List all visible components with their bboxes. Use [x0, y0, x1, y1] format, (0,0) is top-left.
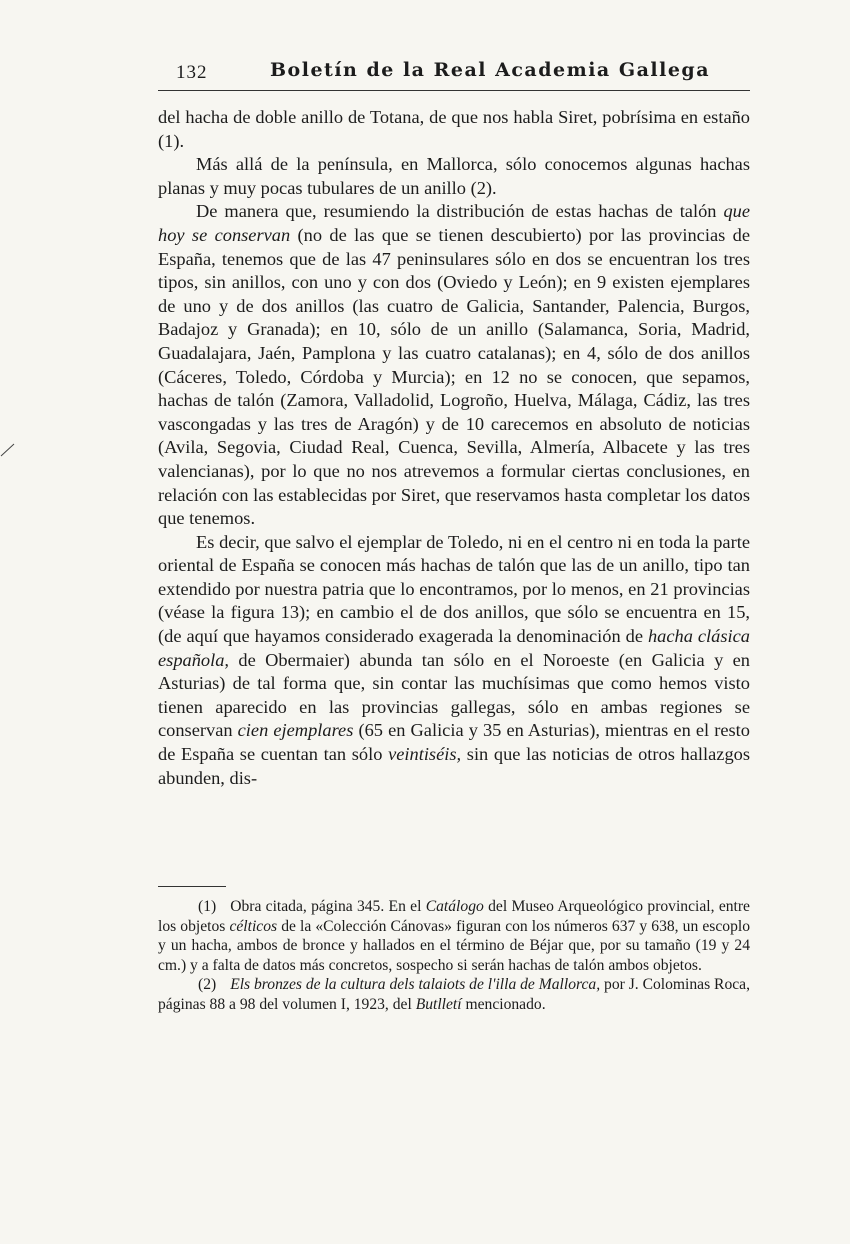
footnote-separator [158, 886, 226, 887]
footnote [158, 975, 750, 1014]
paragraph [158, 200, 750, 530]
margin-mark [0, 438, 16, 462]
italic-text: cien ejemplares [237, 720, 354, 741]
page-header [158, 56, 750, 91]
text-run: de la «Colección Cánovas» figuran con los números 637 y 638, un escoplo y un hacha, ambos de bronce y hallados en el término de Béjar que, por su tamaño (19 y 24 cm.) y a falta de datos más concretos, sospecho si serán hachas de talón ambos objetos. [158, 917, 750, 974]
italic-text: célticos [229, 917, 278, 935]
italic-text: hacha clásica española, [158, 626, 750, 670]
italic-text: Catálogo [425, 898, 484, 915]
footnote [158, 897, 750, 975]
text-run: del Museo Arqueológico provincial, entre los objetos [158, 898, 750, 935]
text-run: De manera que, resumiendo la distribución de estas hachas de talón [196, 201, 724, 222]
text-run: (no de las que se tienen descubierto) por las provincias de España, tenemos que de las 47 peninsulares sólo en dos se encuentran los tres tipos, sin anillos, con uno y con dos (Oviedo y León); en 9 existen ejemplares de uno y de dos anillos (las cuatro de Galicia, Santander, Palencia, Burgos, Badajoz y Granada); en 10, sólo de un anillo (Salamanca, Soria, Madrid, Guadalajara, Jaén, Pamplona y las cuatro catalanas); en 4, sólo de dos anillos (Cáceres, Toledo, Córdoba y Murcia); en 12 no se conocen, que sepamos, hachas de talón (Zamora, Valladolid, Logroño, Huelva, Málaga, Cádiz, las tres vascongadas y las tres de Aragón) y de 10 carecemos en absoluto de noticias (Avila, Segovia, Ciudad Real, Cuenca, Sevilla, Almería, Albacete y las tres valencianas), por lo que no nos atrevemos a formular ciertas conclusiones, en relación con las establecidas por Siret, que reservamos hasta completar los datos que tenemos. [158, 224, 750, 529]
italic-text: Els bronzes de la cultura dels talaiots de l'illa de Mallorca, [230, 976, 601, 994]
text-run: mencionado. [461, 995, 546, 1013]
footnote-ref: (1) [198, 898, 217, 915]
text-run: (65 en Galicia y 35 en Asturias), mientras en el resto de España se cuentan tan sólo [158, 720, 750, 765]
text-run: de Obermaier) abunda tan sólo en el Noroeste (en Galicia y en Asturias) de tal forma que, sin contar las muchísimas que como hemos visto tienen aparecido en las provincias gallegas, sólo en ambas regiones se conservan [158, 649, 750, 741]
text-run: Es decir, que salvo el ejemplar de Toledo, ni en el centro ni en toda la parte oriental de España se conocen más hachas de talón que las de un anillo, tipo tan extendido por nuestra patria que lo encontramos, por lo menos, en 21 provincias (véase la figura 13); en cambio el de dos anillos, que sólo se encuentra en 15, (de aquí que hayamos considerado exagerada la denominación de [158, 531, 750, 647]
text-run: Obra citada, página 345. En el [230, 898, 426, 915]
running-title: Boletín de la Real Academia Gallega [270, 59, 711, 81]
italic-text: veintiséis, [388, 744, 462, 765]
italic-text: Butlletí [415, 995, 462, 1013]
paragraph: del hacha de doble anillo de Totana, de que nos habla Siret, pobrísima en estaño (1). [158, 107, 750, 151]
footnote-ref: (2) [198, 976, 217, 994]
footnotes [158, 897, 750, 1015]
paragraph: Más allá de la península, en Mallorca, sólo conocemos algunas hachas planas y muy pocas tubulares de un anillo (2). [158, 154, 750, 198]
text-run: sin que las noticias de otros hallazgos abunden, dis- [158, 744, 750, 788]
paragraph [158, 531, 750, 791]
italic-text: que hoy se conservan [158, 201, 750, 245]
page-number: 132 [176, 62, 208, 83]
body-text [158, 106, 750, 790]
text-run: por J. Colominas Roca, páginas 88 a 98 del volumen I, 1923, del [158, 976, 750, 1013]
